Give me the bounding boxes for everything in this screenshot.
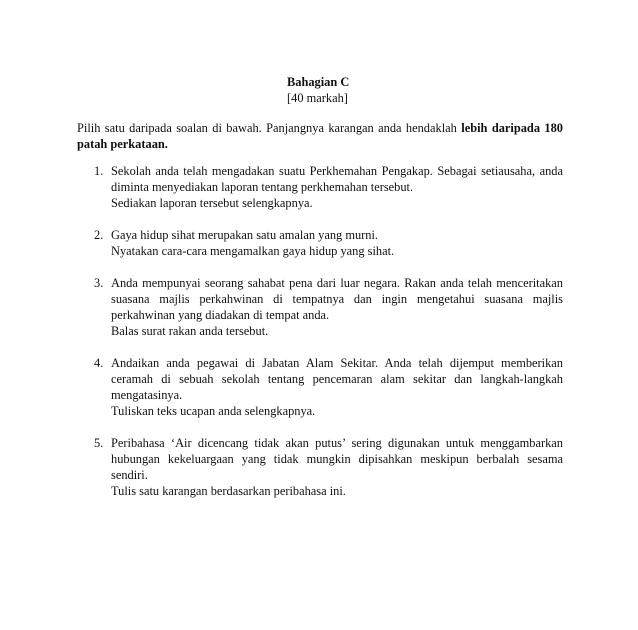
question-item	[77, 435, 563, 499]
question-number: 4.	[94, 356, 104, 370]
question-item	[77, 275, 563, 339]
question-text: Andaikan anda pegawai di Jabatan Alam Sekitar. Anda telah dijemput memberikan ceramah di sebuah sekolah tentang pencemaran alam sekitar dan langkah-langkah mengatasinya.	[111, 356, 563, 402]
question-list	[77, 163, 563, 515]
instructions-word-limit: lebih daripada 180 patah perkataan.	[77, 121, 563, 151]
question-item	[77, 227, 563, 259]
instructions	[77, 120, 563, 152]
question-text: Peribahasa ‘Air dicencang tidak akan putus’ sering digunakan untuk menggambarkan hubungan kekeluargaan yang tidak mungkin dipisahkan meskipun berbalah sesama sendiri.	[111, 436, 563, 482]
question-task: Sediakan laporan tersebut selengkapnya.	[111, 196, 313, 210]
question-text: Sekolah anda telah mengadakan suatu Perkhemahan Pengakap. Sebagai setiausaha, anda diminta menyediakan laporan tentang perkhemahan tersebut.	[111, 164, 563, 194]
question-item	[77, 163, 563, 211]
question-text: Gaya hidup sihat merupakan satu amalan yang murni.	[111, 228, 379, 242]
question-number: 1.	[94, 164, 104, 178]
section-title: Bahagian C	[287, 75, 350, 89]
question-number: 5.	[94, 436, 104, 450]
question-task: Balas surat rakan anda tersebut.	[111, 324, 269, 338]
question-text: Anda mempunyai seorang sahabat pena dari luar negara. Rakan anda telah menceritakan suasana majlis perkahwinan di tempatnya dan ingin mengetahui suasana majlis perkahwinan yang diadakan di tempat anda.	[111, 276, 563, 322]
section-marks: [40 markah]	[287, 91, 348, 105]
instructions-text: Pilih satu daripada soalan di bawah. Panjangnya karangan anda hendaklah	[77, 121, 462, 135]
question-task: Tulis satu karangan berdasarkan peribahasa ini.	[111, 484, 346, 498]
question-number: 3.	[94, 276, 104, 290]
question-task: Tuliskan teks ucapan anda selengkapnya.	[111, 404, 316, 418]
question-number: 2.	[94, 228, 104, 242]
question-item	[77, 355, 563, 419]
section-header	[287, 74, 487, 106]
question-task: Nyatakan cara-cara mengamalkan gaya hidup yang sihat.	[111, 244, 395, 258]
